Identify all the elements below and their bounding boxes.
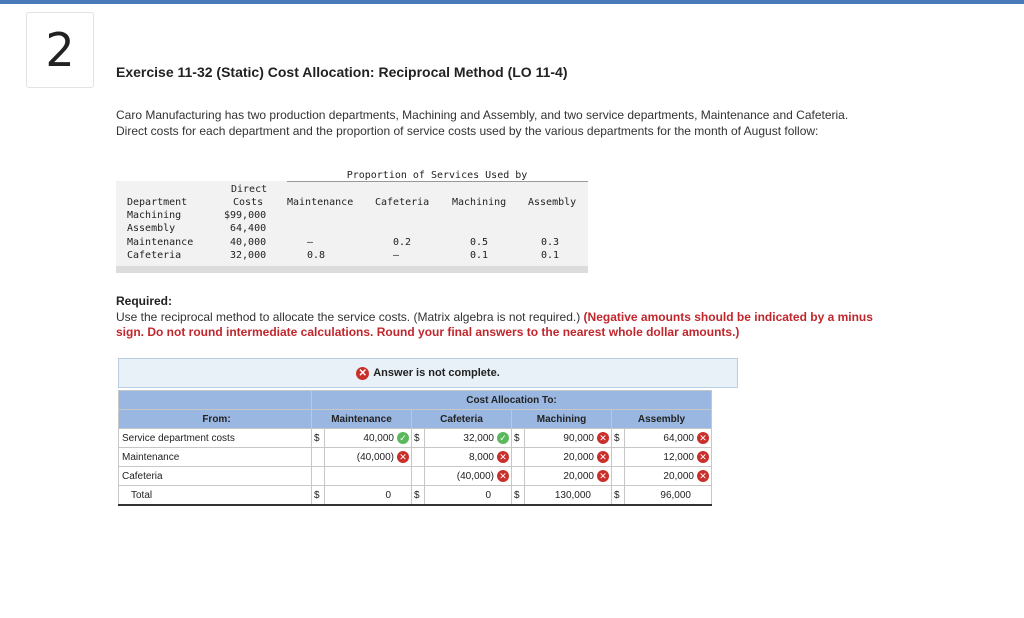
row-cafeteria-cost: 32,000 [230,250,267,261]
answer-status-banner [118,358,738,388]
col-direct-1: Direct [231,184,268,195]
answer-table [118,390,712,506]
required-instructions [116,294,886,341]
row-maintenance-asm: 0.3 [541,237,560,248]
col-header-cafeteria: Cafeteria [412,410,512,429]
check-circle-icon: ✓ [497,432,509,444]
total-value: 0 [325,486,412,506]
row-machining-dept: Machining [127,210,182,221]
banner-text: Answer is not complete. [373,367,500,379]
answer-input[interactable]: 12,000 ✕ [625,448,712,467]
row-cafeteria-mach: 0.1 [470,250,489,261]
top-accent-bar [0,0,1024,4]
col-machining: Machining [452,197,507,208]
required-text: Use the reciprocal method to allocate the service costs. (Matrix algebra is not required.) [116,309,584,324]
answer-input[interactable]: 40,000 ✓ [325,429,412,448]
x-circle-icon: ✕ [597,470,609,482]
x-circle-icon: ✕ [497,451,509,463]
row-label: Service department costs [119,429,312,448]
row-maintenance-cafe: 0.2 [393,237,412,248]
currency-sign: $ [612,429,625,448]
row-assembly-cost: 64,400 [230,223,267,234]
col-maintenance: Maintenance [287,197,354,208]
currency-sign: $ [412,486,425,506]
given-data-table [116,167,588,273]
row-maintenance-maint: – [307,237,314,248]
col-header-machining: Machining [512,410,612,429]
required-label: Required: [116,294,173,308]
row-machining-cost: $99,000 [224,210,267,221]
currency-sign: $ [312,429,325,448]
problem-intro: Caro Manufacturing has two production departments, Machining and Assembly, and two service departments, Maintenance and Cafeteria. Direct costs for each department and the proportion of service costs used by the various departments for the month of August follow: [116,108,849,138]
row-cafeteria-asm: 0.1 [541,250,560,261]
total-value: 0 [425,486,512,506]
currency-sign: $ [612,486,625,506]
col-department: Department [127,197,188,208]
table-row [119,467,712,486]
cost-allocation-header: Cost Allocation To: [312,391,712,410]
answer-input[interactable]: 20,000 ✕ [525,467,612,486]
answer-input[interactable]: 32,000 ✓ [425,429,512,448]
col-header-assembly: Assembly [612,410,712,429]
row-cafeteria-cafe: – [393,250,400,261]
x-circle-icon: ✕ [397,451,409,463]
currency-sign: $ [412,429,425,448]
row-label: Total [119,486,312,506]
proportion-header: Proportion of Services Used by [346,170,528,181]
x-circle-icon: ✕ [497,470,509,482]
currency-sign: $ [512,486,525,506]
required-red-note: (Negative amounts should be indicated by a minus sign. Do not round intermediate calculations. Round your final answers to the nearest whole dollar amounts.) [116,309,873,339]
row-maintenance-cost: 40,000 [230,237,267,248]
row-label: Cafeteria [119,467,312,486]
answer-input[interactable]: 64,000 ✕ [625,429,712,448]
from-label: From: [119,410,312,429]
x-circle-icon: ✕ [597,451,609,463]
row-label: Maintenance [119,448,312,467]
col-direct-2: Costs [233,197,264,208]
answer-input[interactable]: 90,000 ✕ [525,429,612,448]
row-cafeteria-dept: Cafeteria [127,250,182,261]
answer-input[interactable]: 20,000 ✕ [525,448,612,467]
table-row [119,429,712,448]
currency-sign: $ [312,486,325,506]
x-circle-icon: ✕ [697,470,709,482]
x-circle-icon: ✕ [697,451,709,463]
exercise-title: Exercise 11-32 (Static) Cost Allocation: Reciprocal Method (LO 11-4) [116,64,568,80]
total-value: 96,000 [625,486,712,506]
col-header-maintenance: Maintenance [312,410,412,429]
row-maintenance-mach: 0.5 [470,237,489,248]
row-cafeteria-maint: 0.8 [307,250,326,261]
row-assembly-dept: Assembly [127,223,176,234]
col-cafeteria: Cafeteria [375,197,430,208]
x-circle-icon: ✕ [697,432,709,444]
check-circle-icon: ✓ [397,432,409,444]
answer-input[interactable]: (40,000) ✕ [425,467,512,486]
answer-input[interactable]: 20,000 ✕ [625,467,712,486]
col-assembly: Assembly [528,197,577,208]
question-number: 2 [26,12,94,88]
x-circle-icon: ✕ [356,367,369,380]
total-value: 130,000 [525,486,612,506]
row-maintenance-dept: Maintenance [127,237,194,248]
answer-input[interactable]: 8,000 ✕ [425,448,512,467]
currency-sign: $ [512,429,525,448]
x-circle-icon: ✕ [597,432,609,444]
table-row [119,448,712,467]
answer-input[interactable]: (40,000) ✕ [325,448,412,467]
empty-cell [325,467,412,486]
table-row [119,486,712,506]
